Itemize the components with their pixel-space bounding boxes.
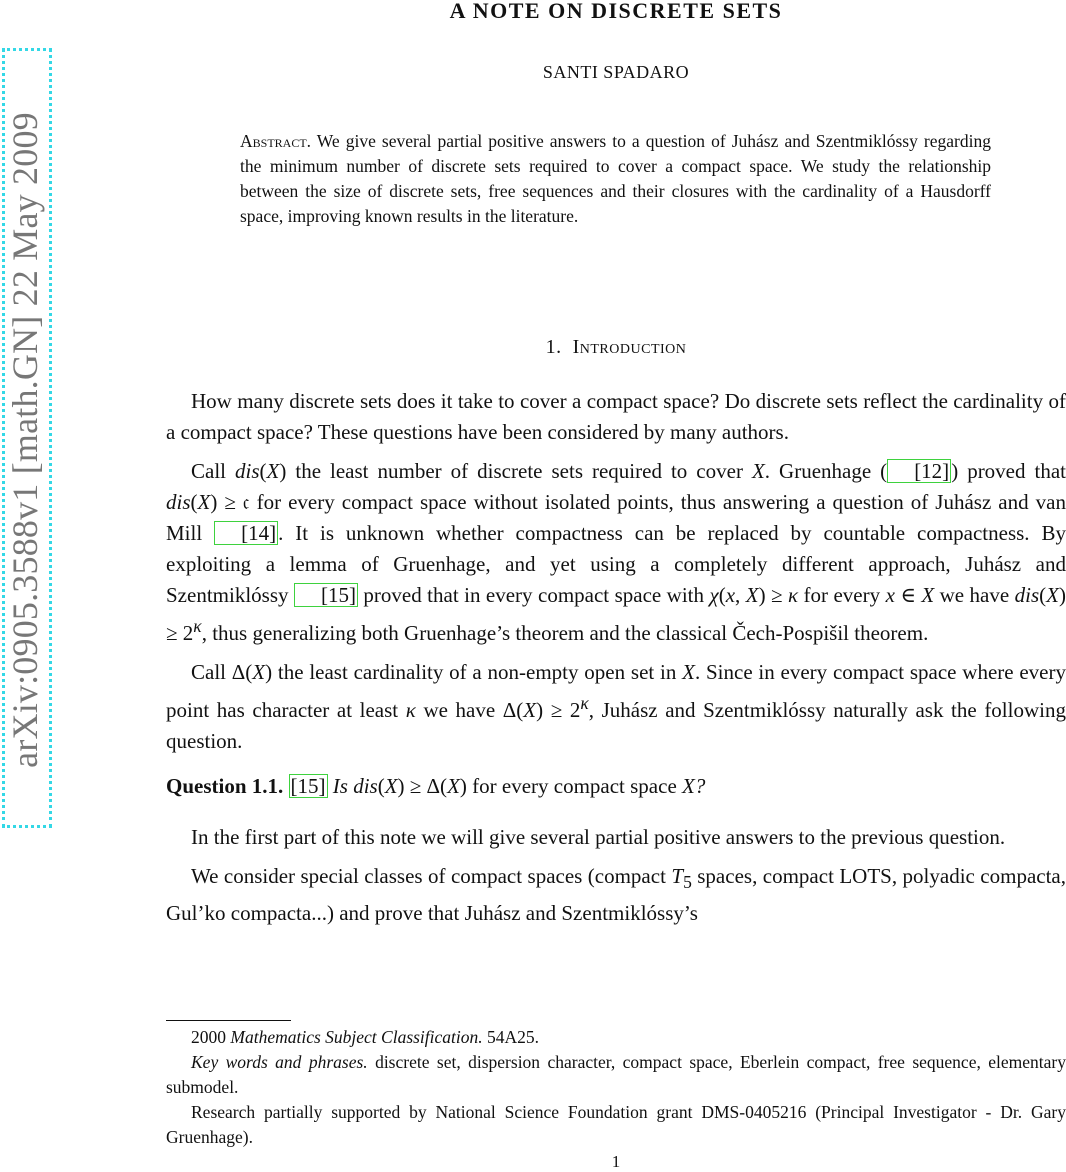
text-span: , (735, 583, 746, 607)
msc-label: Mathematics Subject Classification. (230, 1027, 483, 1047)
math-subscript-5: 5 (683, 872, 692, 893)
text-span: ) ≥ 2 (166, 583, 1066, 645)
text-span: ) ≥ 2 (536, 698, 581, 722)
text-span: we have (934, 583, 1015, 607)
text-span: proved that in every compact space with (357, 583, 710, 607)
text-span: , thus generalizing both Gruenhage’s theorem and the classical Čech-Pospišil theorem. (201, 621, 929, 645)
math-chi: χ (709, 583, 719, 607)
question-text: ) ≥ Δ( (397, 774, 448, 798)
text-span: ) the least number of discrete sets required to cover (279, 459, 752, 483)
footnotes (166, 1025, 1066, 1150)
text-span: ( (718, 583, 726, 607)
paragraph-5 (166, 861, 1066, 929)
text-span: We consider special classes of compact spaces (compact (191, 864, 672, 888)
citation-link-14[interactable]: [14] (214, 521, 278, 545)
math-kappa-superscript: κ (580, 693, 589, 713)
text-span: , Juhász and Szentmiklóssy naturally ask the following question. (166, 698, 1066, 753)
keywords-label: Key words and phrases. (191, 1052, 368, 1072)
math-kappa-superscript: κ (193, 616, 202, 636)
paragraph-2 (166, 456, 1066, 649)
math-x: X (682, 660, 695, 684)
keywords-value: discrete set, dispersion character, compact space, Eberlein compact, free sequence, elementary submodel. (166, 1052, 1066, 1097)
math-x: X (252, 660, 266, 684)
msc-year: 2000 (191, 1027, 231, 1047)
text-span: for every (798, 583, 886, 607)
math-kappa: κ (787, 583, 799, 607)
paper-author: SANTI SPADARO (542, 62, 690, 82)
citation-link-12[interactable]: [12] (887, 459, 951, 483)
footnote-support: Research partially supported by National Science Foundation grant DMS-0405216 (Principal Investigator - Dr. Gary Gruenhage). (166, 1102, 1066, 1147)
text-span: ) proved that (951, 459, 1066, 483)
math-dis: dis (353, 774, 378, 798)
paragraph-3 (166, 657, 1066, 757)
text-span: . Gruenhage ( (764, 459, 888, 483)
text-span: Call (191, 459, 236, 483)
paragraph-4: In the first part of this note we will give several partial positive answers to the previous question. (191, 825, 1006, 849)
math-dis: dis (166, 490, 191, 514)
math-x: X (523, 698, 537, 722)
text-span: . It is unknown whether compactness can be replaced by countable compactness. By exploiting a lemma of Gruenhage, and yet using a completely different approach, Juhász and Szentmiklóssy (166, 521, 1066, 607)
math-x: X (921, 583, 935, 607)
footnote-msc (166, 1025, 1066, 1050)
math-x: X (751, 459, 765, 483)
math-dis: dis (235, 459, 260, 483)
math-kappa: κ (405, 698, 416, 722)
arxiv-identifier: arXiv:0905.3588v1 [math.GN] 22 May 2009 (5, 112, 45, 768)
text-span: Call Δ( (191, 660, 253, 684)
question-text: ) for every compact space (459, 774, 683, 798)
question-text: Is (327, 774, 354, 798)
math-x: X (745, 583, 759, 607)
math-x: X (197, 490, 211, 514)
math-x: X (682, 774, 695, 798)
math-x-lower: x (885, 583, 895, 607)
text-span: ) ≥ 𝔠 for every compact space without isolated points, thus answering a question of Juhász and van Mill (166, 490, 1066, 545)
math-x: X (1046, 583, 1059, 607)
paragraph-1: How many discrete sets does it take to cover a compact space? Do discrete sets reflect the cardinality of a compact space? These questions have been considered by many authors. (166, 389, 1066, 444)
text-span: we have Δ( (415, 698, 524, 722)
text-span: . Since in every compact space where every point has character at least (166, 660, 1066, 722)
abstract-text: We give several partial positive answers to a question of Juhász and Szentmiklóssy regarding the minimum number of discrete sets required to cover a compact space. We study the relationship between the size of discrete sets, free sequences and their closures with the cardinality of a Hausdorff space, improving known results in the literature. (240, 131, 991, 226)
citation-link-15[interactable]: [15] (290, 774, 326, 798)
citation-link-15[interactable]: [15] (294, 583, 358, 607)
section-number: 1. (545, 336, 562, 358)
text-span: ) ≥ (758, 583, 788, 607)
footnote-keywords (166, 1050, 1066, 1100)
math-dis: dis (1014, 583, 1040, 607)
page-number: 1 (611, 1152, 621, 1171)
section-heading (166, 336, 1066, 359)
abstract (240, 129, 991, 229)
question-text: ? (694, 774, 706, 798)
math-x: X (266, 459, 280, 483)
question-label: Question 1.1. (166, 774, 284, 798)
question-1-1 (166, 771, 1066, 802)
abstract-label: Abstract. (240, 131, 312, 151)
text-span: spaces, compact LOTS, polyadic compacta, Gul’ko compacta...) and prove that Juhász and Szentmiklóssy’s (166, 864, 1066, 926)
section-body (166, 386, 1066, 937)
text-span: ( (190, 490, 198, 514)
text-span: ∈ (894, 583, 922, 607)
math-x: X (447, 774, 460, 798)
text-span: ) the least cardinality of a non-empty open set in (265, 660, 683, 684)
text-span: ( (259, 459, 267, 483)
math-t: T (671, 864, 684, 888)
question-text: ( (377, 774, 385, 798)
text-span: ( (1039, 583, 1047, 607)
section-title: Introduction (572, 336, 687, 358)
math-x-lower: x (725, 583, 736, 607)
msc-value: 54A25. (482, 1027, 540, 1047)
footnote-divider (166, 1020, 291, 1021)
math-x: X (384, 774, 398, 798)
paper-title: A NOTE ON DISCRETE SETS (449, 0, 783, 23)
